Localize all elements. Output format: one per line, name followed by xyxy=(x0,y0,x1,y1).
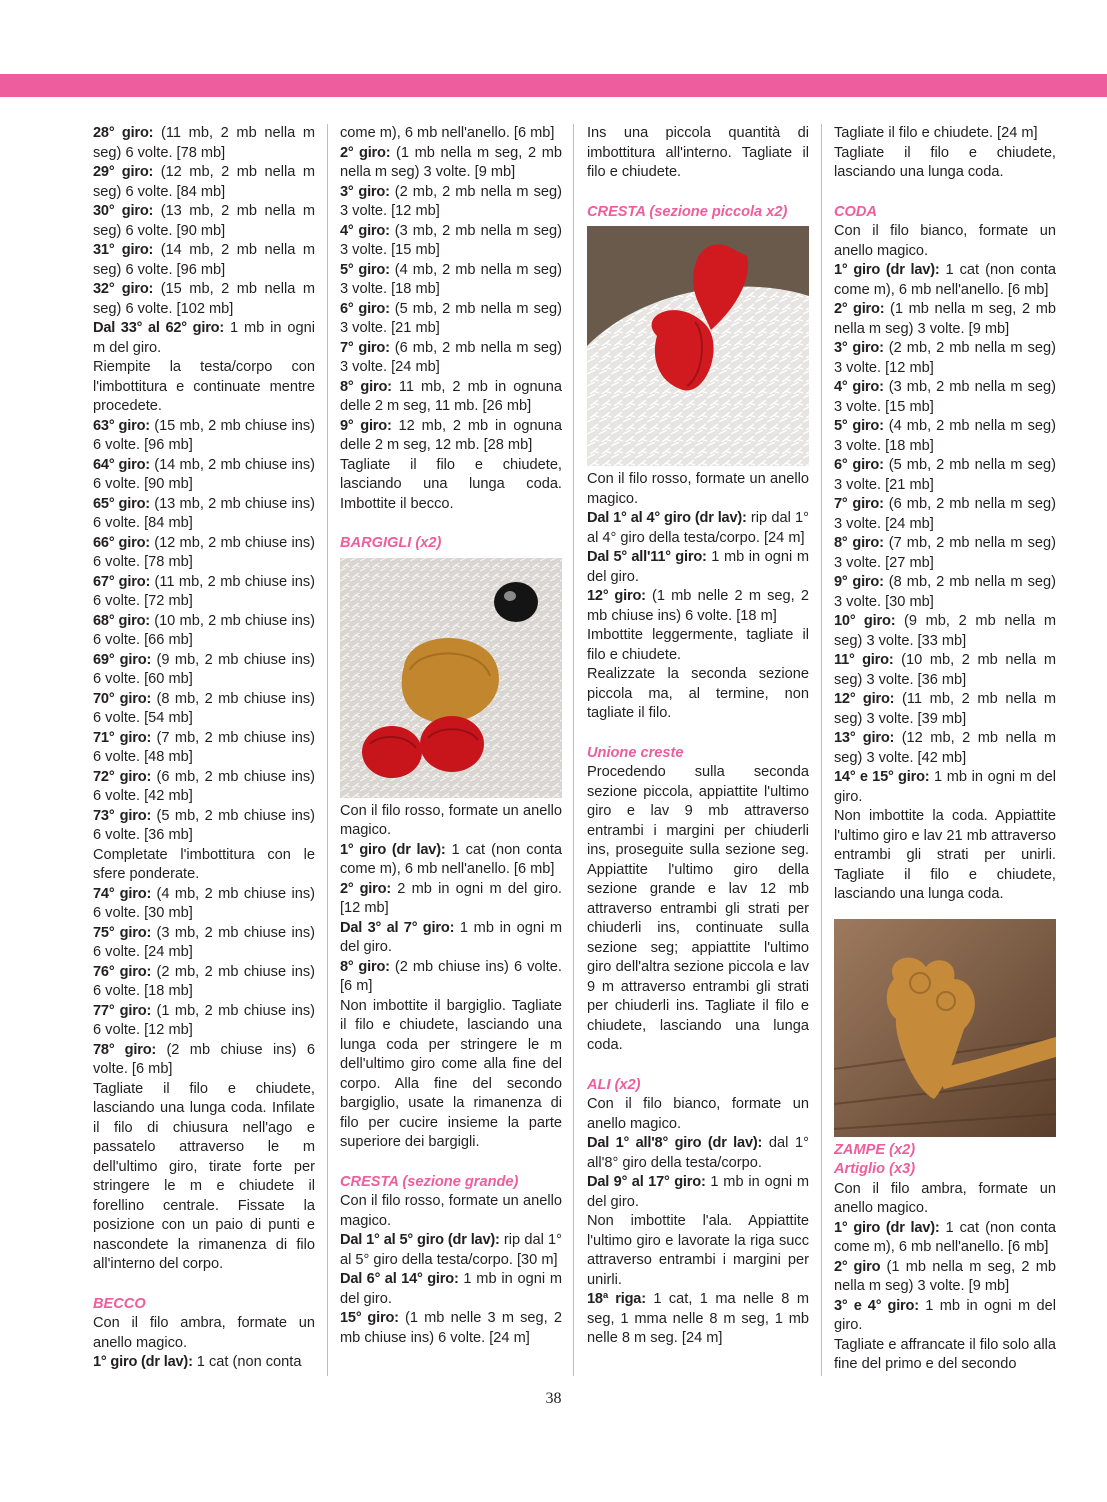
instruction-line xyxy=(834,807,1056,905)
round-label: 67° giro: xyxy=(93,573,151,590)
instruction-text: (5 mb, 2 mb nella m seg) 3 volte. [21 mb] xyxy=(834,457,1056,493)
instruction-list xyxy=(834,222,1056,905)
round-label: 71° giro: xyxy=(93,729,152,746)
instruction-text: Con il filo rosso, formate un anello magico. xyxy=(340,1193,562,1229)
instruction-line xyxy=(834,124,1056,144)
instruction-text: (7 mb, 2 mb nella m seg) 3 volte. [27 mb] xyxy=(834,535,1056,571)
round-label: Dal 33° al 62° giro: xyxy=(93,320,225,336)
instruction-text: (4 mb, 2 mb nella m seg) 3 volte. [18 mb] xyxy=(834,418,1056,454)
instruction-text: Con il filo ambra, formate un anello magico. xyxy=(834,1180,1056,1216)
instruction-text: Non imbottite la coda. Appiattite l'ultimo giro e lav 21 mb attraverso entrambi gli strati per unirli. Tagliate il filo e chiudete, lasciando una lunga coda. xyxy=(834,808,1056,902)
instruction-line xyxy=(587,1290,809,1349)
instruction-list xyxy=(340,124,562,514)
instruction-line xyxy=(834,1219,1056,1258)
instruction-text: 11 mb, 2 mb in ognuna delle 2 m seg, 11 mb. [26 mb] xyxy=(340,378,562,414)
round-label: 10° giro: xyxy=(834,613,896,629)
instruction-text: (6 mb, 2 mb nella m seg) 3 volte. [24 mb] xyxy=(834,496,1056,532)
instruction-text: (8 mb, 2 mb nella m seg) 3 volte. [30 mb] xyxy=(834,574,1056,610)
instruction-list xyxy=(834,1180,1056,1375)
section-heading-coda: CODA xyxy=(834,203,877,220)
instruction-text: Con il filo rosso, formate un anello magico. xyxy=(587,471,809,507)
section-heading-artiglio: Artiglio (x3) xyxy=(834,1161,916,1177)
instruction-line xyxy=(93,1002,315,1041)
round-label: Dal 6° al 14° giro: xyxy=(340,1271,459,1287)
instruction-line xyxy=(340,339,562,378)
instruction-text: (10 mb, 2 mb chiuse ins) 6 volte. [66 mb] xyxy=(93,612,315,648)
instruction-text: (2 mb, 2 mb chiuse ins) 6 volte. [18 mb] xyxy=(93,963,315,999)
round-label: 1° giro (dr lav): xyxy=(834,1219,940,1236)
photo-chicken-foot xyxy=(834,919,1056,1137)
instruction-text: Tagliate il filo e chiudete. [24 m] xyxy=(834,125,1038,141)
section-heading-cresta-piccola: CRESTA (sezione piccola x2) xyxy=(587,203,788,220)
round-label: 2° giro xyxy=(834,1258,881,1275)
instruction-line xyxy=(587,665,809,724)
instruction-line xyxy=(93,124,315,163)
round-label: 3° giro: xyxy=(340,183,390,200)
instruction-line xyxy=(340,958,562,997)
instruction-line xyxy=(340,1231,562,1270)
instruction-list xyxy=(93,1314,315,1373)
instruction-line xyxy=(93,163,315,202)
instruction-line xyxy=(93,846,315,885)
round-label: Dal 3° al 7° giro: xyxy=(340,919,455,936)
section-heading-ali: ALI (x2) xyxy=(587,1076,641,1093)
round-label: 6° giro: xyxy=(340,300,390,317)
instruction-text: (9 mb, 2 mb nella m seg) 3 volte. [33 mb] xyxy=(834,613,1057,649)
instruction-text: Non imbottite l'ala. Appiattite l'ultimo giro e lavorate la riga succ attraverso entrambi i margini per unirli. xyxy=(587,1213,809,1288)
instruction-line xyxy=(93,885,315,924)
instruction-line xyxy=(834,222,1056,261)
instruction-text: (2 mb, 2 mb nella m seg) 3 volte. [12 mb] xyxy=(340,183,562,219)
instruction-line xyxy=(93,417,315,456)
instruction-line xyxy=(834,1180,1056,1219)
instruction-line xyxy=(587,124,809,183)
page-number: 38 xyxy=(545,1390,562,1407)
round-label: 1° giro (dr lav): xyxy=(834,262,940,278)
instruction-text: (1 mb nella m seg, 2 mb nella m seg) 3 volte. [9 mb] xyxy=(834,301,1056,337)
section-heading-cresta-grande: CRESTA (sezione grande) xyxy=(340,1173,519,1190)
column-divider xyxy=(327,124,328,1376)
instruction-line xyxy=(93,651,315,690)
instruction-text: Con il filo bianco, formate un anello magico. xyxy=(587,1096,809,1132)
instruction-line xyxy=(834,1297,1056,1336)
instruction-list xyxy=(587,763,809,1056)
round-label: 76° giro: xyxy=(93,963,152,980)
round-label: Dal 1° al 5° giro (dr lav): xyxy=(340,1232,500,1248)
instruction-line xyxy=(340,183,562,222)
instruction-line xyxy=(93,729,315,768)
round-label: 73° giro: xyxy=(93,807,152,824)
magazine-color-bar xyxy=(0,74,1107,97)
round-label: 12° giro: xyxy=(834,691,895,707)
instruction-text: 1 mb in ogni m del giro. xyxy=(834,1297,1056,1333)
instruction-text: 1 mb in ogni m del giro. xyxy=(587,1174,809,1210)
round-label: 12° giro: xyxy=(587,588,646,604)
round-label: 31° giro: xyxy=(93,242,154,258)
instruction-text: (2 mb chiuse ins) 6 volte. [6 m] xyxy=(340,958,562,994)
instruction-line xyxy=(587,509,809,548)
photo-chicken-beak-wattles xyxy=(340,558,562,798)
instruction-list xyxy=(587,1095,809,1349)
round-label: 4° giro: xyxy=(834,379,884,395)
round-label: 2° giro: xyxy=(834,301,885,317)
column-divider xyxy=(821,124,822,1376)
instruction-text: Ins una piccola quantità di imbottitura all'interno. Tagliate il filo e chiudete. xyxy=(587,125,809,180)
instruction-text: (1 mb nella m seg, 2 mb nella m seg) 3 volte. [9 mb] xyxy=(340,144,562,180)
instruction-text: rip dal 1° al 4° giro della testa/corpo. [24 m] xyxy=(587,510,809,546)
instruction-line xyxy=(834,261,1056,300)
instruction-text: (10 mb, 2 mb nella m seg) 3 volte. [36 mb] xyxy=(834,652,1056,688)
round-label: 75° giro: xyxy=(93,924,152,941)
instruction-line xyxy=(93,1041,315,1080)
instruction-text: (15 mb, 2 mb chiuse ins) 6 volte. [96 mb] xyxy=(93,417,315,453)
instruction-list xyxy=(587,124,809,183)
round-label: 30° giro: xyxy=(93,203,154,219)
instruction-line xyxy=(587,1173,809,1212)
instruction-line xyxy=(93,280,315,319)
instruction-line xyxy=(93,963,315,1002)
instruction-text: 2 mb in ogni m del giro. [12 mb] xyxy=(340,880,562,916)
instruction-line xyxy=(93,612,315,651)
instruction-line xyxy=(587,548,809,587)
round-label: 70° giro: xyxy=(93,690,152,707)
instruction-text: 1 mb in ogni m del giro. xyxy=(834,769,1056,805)
column-3 xyxy=(587,124,809,1349)
instruction-text: Tagliate il filo e chiudete, lasciando una lunga coda. Infilate il filo di chiusura nell'ago e passatelo attraverso le m dell'ultimo giro, tirate forte per stringere le m e chiudete il forellino centrale. Fissate la posizione con un paio di punti e nascondete la rimanenza di filo all'interno del corpo. xyxy=(93,1080,315,1272)
round-label: 8° giro: xyxy=(340,958,390,975)
round-label: 5° giro: xyxy=(834,418,884,434)
photo-red-comb xyxy=(587,226,809,466)
instruction-text: rip dal 1° al 5° giro della testa/corpo. [30 m] xyxy=(340,1232,562,1268)
instruction-line xyxy=(93,202,315,241)
round-label: Dal 9° al 17° giro: xyxy=(587,1174,706,1190)
instruction-text: (1 mb nelle 2 m seg, 2 mb chiuse ins) 6 volte. [18 m] xyxy=(587,588,809,624)
round-label: 14° e 15° giro: xyxy=(834,769,930,785)
column-1 xyxy=(93,124,315,1373)
instruction-text: 1 cat (non conta come m), 6 mb nell'anello. [6 mb] xyxy=(834,1219,1056,1255)
column-4 xyxy=(834,124,1056,1375)
round-label: 7° giro: xyxy=(834,496,884,512)
round-label: 65° giro: xyxy=(93,495,150,512)
instruction-text: (11 mb, 2 mb nella m seg) 3 volte. [39 mb] xyxy=(834,691,1057,727)
round-label: 77° giro: xyxy=(93,1002,152,1019)
instruction-text: Riempite la testa/corpo con l'imbottitura e continuate mentre procedete. xyxy=(93,359,315,414)
instruction-line xyxy=(587,470,809,509)
round-label: 4° giro: xyxy=(340,222,390,239)
instruction-text: (6 mb, 2 mb chiuse ins) 6 volte. [42 mb] xyxy=(93,768,315,804)
instruction-line xyxy=(93,358,315,417)
instruction-line xyxy=(834,378,1056,417)
instruction-line xyxy=(587,587,809,626)
instruction-line xyxy=(93,319,315,358)
instruction-line xyxy=(93,456,315,495)
instruction-line xyxy=(340,144,562,183)
instruction-line xyxy=(834,690,1056,729)
instruction-line xyxy=(93,690,315,729)
instruction-list xyxy=(834,124,1056,183)
instruction-line xyxy=(93,241,315,280)
round-label: 63° giro: xyxy=(93,417,150,434)
round-label: 6° giro: xyxy=(834,457,884,473)
instruction-text: (1 mb nella m seg, 2 mb nella m seg) 3 volte. [9 mb] xyxy=(834,1258,1056,1294)
round-label: 11° giro: xyxy=(834,652,894,668)
instruction-text: 12 mb, 2 mb in ognuna delle 2 m seg, 12 mb. [28 mb] xyxy=(340,417,562,453)
instruction-line xyxy=(93,495,315,534)
round-label: 8° giro: xyxy=(834,535,884,551)
instruction-text: (1 mb nelle 3 m seg, 2 mb chiuse ins) 6 volte. [24 m] xyxy=(340,1310,562,1346)
instruction-line xyxy=(340,261,562,300)
instruction-list xyxy=(587,470,809,724)
instruction-text: (1 mb, 2 mb chiuse ins) 6 volte. [12 mb] xyxy=(93,1002,315,1038)
instruction-text: Imbottite leggermente, tagliate il filo e chiudete. xyxy=(587,627,809,663)
instruction-text: (13 mb, 2 mb chiuse ins) 6 volte. [84 mb] xyxy=(93,495,315,531)
instruction-text: 1 mb in ogni m del giro. xyxy=(93,320,315,356)
instruction-text: 1 cat, 1 ma nelle 8 m seg, 1 mma nelle 8 m seg, 1 mb nelle 8 m seg. [24 m] xyxy=(587,1291,809,1346)
instruction-text: (9 mb, 2 mb chiuse ins) 6 volte. [60 mb] xyxy=(93,651,315,687)
instruction-line xyxy=(93,924,315,963)
instruction-list xyxy=(93,124,315,1275)
instruction-line xyxy=(834,339,1056,378)
section-heading-becco: BECCO xyxy=(93,1295,146,1312)
instruction-line xyxy=(340,300,562,339)
instruction-line xyxy=(834,651,1056,690)
instruction-line xyxy=(93,1314,315,1353)
instruction-text: Realizzate la seconda sezione piccola ma, al termine, non tagliate il filo. xyxy=(587,666,809,721)
instruction-line xyxy=(93,1080,315,1275)
round-label: 69° giro: xyxy=(93,651,152,668)
instruction-text: (15 mb, 2 mb nella m seg) 6 volte. [102 mb] xyxy=(93,281,315,317)
instruction-line xyxy=(340,919,562,958)
round-label: 74° giro: xyxy=(93,885,152,902)
instruction-text: (5 mb, 2 mb chiuse ins) 6 volte. [36 mb] xyxy=(93,807,315,843)
instruction-text: (14 mb, 2 mb nella m seg) 6 volte. [96 mb] xyxy=(93,242,315,278)
instruction-line xyxy=(340,456,562,515)
instruction-text: Tagliate e affrancate il filo solo alla fine del primo e del secondo xyxy=(834,1336,1057,1372)
round-label: 8° giro: xyxy=(340,378,392,395)
instruction-text: (13 mb, 2 mb nella m seg) 6 volte. [90 mb] xyxy=(93,203,315,239)
round-label: 29° giro: xyxy=(93,164,154,180)
instruction-line xyxy=(340,1270,562,1309)
instruction-text: Procedendo sulla seconda sezione piccola, appiattite l'ultimo giro e lav 9 mb attraverso entrambi i margini per chiuderli ins, proseguite sulla sezione seg. Appiattite l'ultimo giro della sezione grande e lav 12 mb attraverso entrambi gli strati per chiuderli ins, continuate sulla sezione seg; appiattite l'ultimo giro dell'altra sezione piccola e lav 9 m attraverso entrambi gli strati per chiuderli ins. Tagliate il filo e chiudete, lasciando una lunga coda. xyxy=(587,764,809,1053)
instruction-line xyxy=(834,612,1056,651)
round-label: 5° giro: xyxy=(340,261,390,278)
instruction-list xyxy=(340,1192,562,1348)
instruction-text: (4 mb, 2 mb nella m seg) 3 volte. [18 mb] xyxy=(340,261,562,297)
instruction-line xyxy=(340,880,562,919)
instruction-line xyxy=(93,534,315,573)
instruction-text: Con il filo rosso, formate un anello magico. xyxy=(340,802,562,838)
instruction-line xyxy=(834,1336,1056,1375)
round-label: 68° giro: xyxy=(93,612,150,629)
instruction-text: Completate l'imbottitura con le sfere ponderate. xyxy=(93,846,315,882)
instruction-line xyxy=(93,573,315,612)
column-2 xyxy=(340,124,562,1348)
instruction-text: 1 cat (non conta come m), 6 mb nell'anello. [6 mb] xyxy=(340,841,562,877)
instruction-line xyxy=(834,729,1056,768)
instruction-line xyxy=(834,300,1056,339)
round-label: 7° giro: xyxy=(340,339,390,356)
instruction-text: (3 mb, 2 mb nella m seg) 3 volte. [15 mb] xyxy=(834,379,1056,415)
instruction-line xyxy=(587,1095,809,1134)
instruction-text: 1 cat (non conta xyxy=(192,1354,302,1370)
instruction-line xyxy=(340,124,562,144)
instruction-line xyxy=(340,378,562,417)
round-label: 32° giro: xyxy=(93,281,154,297)
instruction-line xyxy=(834,573,1056,612)
instruction-line xyxy=(93,768,315,807)
round-label: 2° giro: xyxy=(340,880,392,897)
round-label: 72° giro: xyxy=(93,768,152,785)
instruction-line xyxy=(340,417,562,456)
instruction-text: (2 mb, 2 mb nella m seg) 3 volte. [12 mb] xyxy=(834,340,1056,376)
round-label: Dal 1° all'8° giro (dr lav): xyxy=(587,1135,763,1151)
round-label: 1° giro (dr lav): xyxy=(340,841,446,858)
instruction-text: 1 mb in ogni m del giro. xyxy=(340,1271,562,1307)
instruction-line xyxy=(834,1258,1056,1297)
instruction-text: Con il filo bianco, formate un anello magico. xyxy=(834,223,1056,259)
instruction-text: (12 mb, 2 mb nella m seg) 3 volte. [42 mb] xyxy=(834,730,1056,766)
round-label: 2° giro: xyxy=(340,144,391,161)
instruction-text: (3 mb, 2 mb nella m seg) 3 volte. [15 mb] xyxy=(340,222,562,258)
section-heading-zampe: ZAMPE (x2) xyxy=(834,1141,916,1158)
instruction-text: (4 mb, 2 mb chiuse ins) 6 volte. [30 mb] xyxy=(93,885,315,921)
instruction-line xyxy=(340,1192,562,1231)
instruction-text: Non imbottite il bargiglio. Tagliate il filo e chiudete, lasciando una lunga coda per stringere le m dell'ultimo giro come alla fine del corpo. Alla fine del secondo bargiglio, usate la rimanenza di filo per cucire insieme la parte superiore dei bargigli. xyxy=(340,997,562,1150)
instruction-text: (8 mb, 2 mb chiuse ins) 6 volte. [54 mb] xyxy=(93,690,315,726)
instruction-list xyxy=(340,802,562,1153)
round-label: 3° giro: xyxy=(834,340,884,356)
instruction-line xyxy=(587,1134,809,1173)
round-label: 9° giro: xyxy=(834,574,884,590)
instruction-text: (2 mb chiuse ins) 6 volte. [6 mb] xyxy=(93,1041,316,1077)
instruction-line xyxy=(340,802,562,841)
instruction-text: (3 mb, 2 mb chiuse ins) 6 volte. [24 mb] xyxy=(93,924,315,960)
instruction-line xyxy=(587,1212,809,1290)
instruction-text: 1 cat (non conta come m), 6 mb nell'anello. [6 mb] xyxy=(834,262,1056,298)
instruction-line xyxy=(834,417,1056,456)
instruction-line xyxy=(834,768,1056,807)
round-label: 15° giro: xyxy=(340,1310,399,1326)
round-label: 9° giro: xyxy=(340,417,392,434)
round-label: 64° giro: xyxy=(93,456,150,473)
instruction-line xyxy=(587,763,809,1056)
instruction-text: Con il filo ambra, formate un anello magico. xyxy=(93,1315,315,1351)
column-divider xyxy=(573,124,574,1376)
round-label: 3° e 4° giro: xyxy=(834,1297,919,1314)
instruction-line xyxy=(340,997,562,1153)
instruction-text: dal 1° all'8° giro della testa/corpo. xyxy=(587,1135,809,1171)
instruction-text: Tagliate il filo e chiudete, lasciando una lunga coda. Imbottite il becco. xyxy=(340,456,562,512)
round-label: 1° giro (dr lav): xyxy=(93,1354,193,1370)
instruction-text: (11 mb, 2 mb nella m seg) 6 volte. [78 mb] xyxy=(93,125,316,161)
round-label: 13° giro: xyxy=(834,730,895,746)
instruction-line xyxy=(834,456,1056,495)
instruction-text: (12 mb, 2 mb chiuse ins) 6 volte. [78 mb] xyxy=(93,534,315,570)
instruction-text: come m), 6 mb nell'anello. [6 mb] xyxy=(340,125,555,141)
instruction-text: (14 mb, 2 mb chiuse ins) 6 volte. [90 mb] xyxy=(93,456,315,492)
round-label: 78° giro: xyxy=(93,1041,157,1058)
instruction-text: 1 mb in ogni m del giro. xyxy=(340,919,562,955)
instruction-text: (7 mb, 2 mb chiuse ins) 6 volte. [48 mb] xyxy=(93,729,315,765)
instruction-text: (12 mb, 2 mb nella m seg) 6 volte. [84 mb] xyxy=(93,164,315,200)
round-label: Dal 1° al 4° giro (dr lav): xyxy=(587,510,747,526)
instruction-line xyxy=(340,222,562,261)
instruction-text: (5 mb, 2 mb nella m seg) 3 volte. [21 mb] xyxy=(340,300,562,336)
instruction-text: Tagliate il filo e chiudete, lasciando una lunga coda. xyxy=(834,144,1056,180)
instruction-line xyxy=(340,841,562,880)
instruction-line xyxy=(340,1309,562,1348)
instruction-line xyxy=(587,626,809,665)
instruction-line xyxy=(834,534,1056,573)
round-label: 18ª riga: xyxy=(587,1291,646,1307)
section-heading-unione: Unione creste xyxy=(587,744,684,761)
section-heading-bargigli: BARGIGLI (x2) xyxy=(340,535,442,551)
instruction-line xyxy=(93,807,315,846)
round-label: 28° giro: xyxy=(93,125,154,141)
instruction-line xyxy=(93,1353,315,1373)
instruction-line xyxy=(834,495,1056,534)
round-label: 66° giro: xyxy=(93,534,150,551)
round-label: Dal 5° all'11° giro: xyxy=(587,549,707,565)
instruction-text: (6 mb, 2 mb nella m seg) 3 volte. [24 mb] xyxy=(340,339,562,375)
instruction-line xyxy=(834,144,1056,183)
instruction-text: 1 mb in ogni m del giro. xyxy=(587,549,809,585)
instruction-text: (11 mb, 2 mb chiuse ins) 6 volte. [72 mb] xyxy=(93,573,315,609)
